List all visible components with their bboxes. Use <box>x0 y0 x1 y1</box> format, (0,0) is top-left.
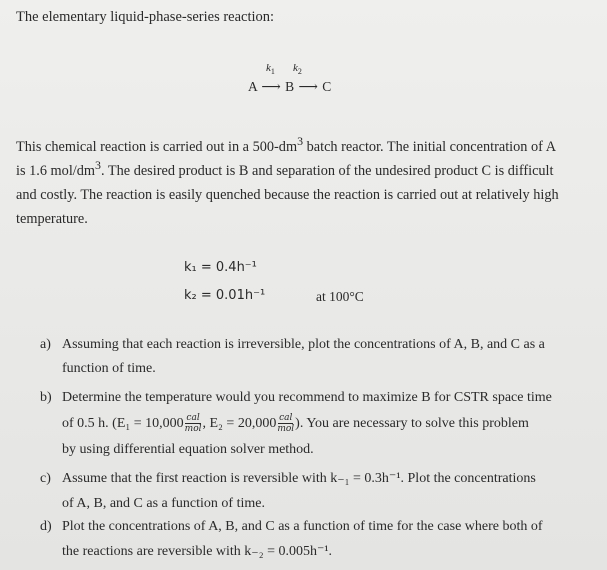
problem-title: The elementary liquid-phase-series reaction: <box>16 9 275 25</box>
species-c: C <box>322 79 332 94</box>
question-d-label: d) <box>40 519 52 534</box>
question-d-line-2: the reactions are reversible with k₋₂ = 0.005h⁻¹. <box>62 544 333 559</box>
question-c <box>40 466 580 514</box>
species-b: B <box>285 79 295 94</box>
reaction-arrow-1: ⟶ <box>261 79 282 94</box>
reaction-scheme <box>248 79 332 95</box>
question-d <box>40 514 580 562</box>
units-fraction-1: $\frac{\text{cal}}{\text{mol}}$ <box>184 413 202 435</box>
question-c-label: c) <box>40 471 51 486</box>
question-a-label: a) <box>40 337 51 352</box>
question-a-line-2: function of time. <box>62 361 156 376</box>
question-b-line-3: by using differential equation solver method. <box>62 442 314 457</box>
reaction-arrow-2: ⟶ <box>298 79 319 94</box>
question-c-line-1: Assume that the first reaction is reversible with k₋₁ = 0.3h⁻¹. Plot the concentrations <box>62 471 536 486</box>
question-a-line-1: Assuming that each reaction is irreversible, plot the concentrations of A, B, and C as a <box>62 337 545 352</box>
question-b-line-1: Determine the temperature would you recommend to maximize B for CSTR space time <box>62 390 552 405</box>
units-fraction-2: $\frac{\text{cal}}{\text{mol}}$ <box>277 413 295 435</box>
question-d-line-1: Plot the concentrations of A, B, and C as a function of time for the case where both of <box>62 519 543 534</box>
rate-constant-label-k1: $k_1$ <box>266 62 275 77</box>
k1-value: k₁ = 0.4h⁻¹ <box>184 260 257 275</box>
question-b <box>40 385 580 463</box>
temperature-value: at 100°C <box>316 289 364 304</box>
description-line-1: This chemical reaction is carried out in a $500-dm^3$ batch reactor. The initial concentration of A <box>16 134 557 155</box>
question-a <box>40 333 580 381</box>
problem-description <box>16 135 591 231</box>
rate-constant-label-k2: $k_2$ <box>293 62 302 77</box>
description-line-3: and costly. The reaction is easily quenched because the reaction is carried out at relatively high <box>16 187 559 203</box>
question-b-label: b) <box>40 390 52 405</box>
species-a: A <box>248 79 258 94</box>
description-line-4: temperature. <box>16 211 88 227</box>
question-c-line-2: of A, B, and C as a function of time. <box>62 496 265 511</box>
question-b-line-2: of 0.5 h. (E₁ = 10,000 $\frac{\text{cal}}{\text{mol}}$ , E₂ = 20,000 $\frac{\text{cal}}{\text{mol}}$ ). You are necessary to solve this problem <box>62 413 529 435</box>
description-line-2: is 1.6 mol/$dm^3$. The desired product is B and separation of the undesired product C is difficult <box>16 158 554 179</box>
k2-value: k₂ = 0.01h⁻¹ <box>184 288 266 303</box>
